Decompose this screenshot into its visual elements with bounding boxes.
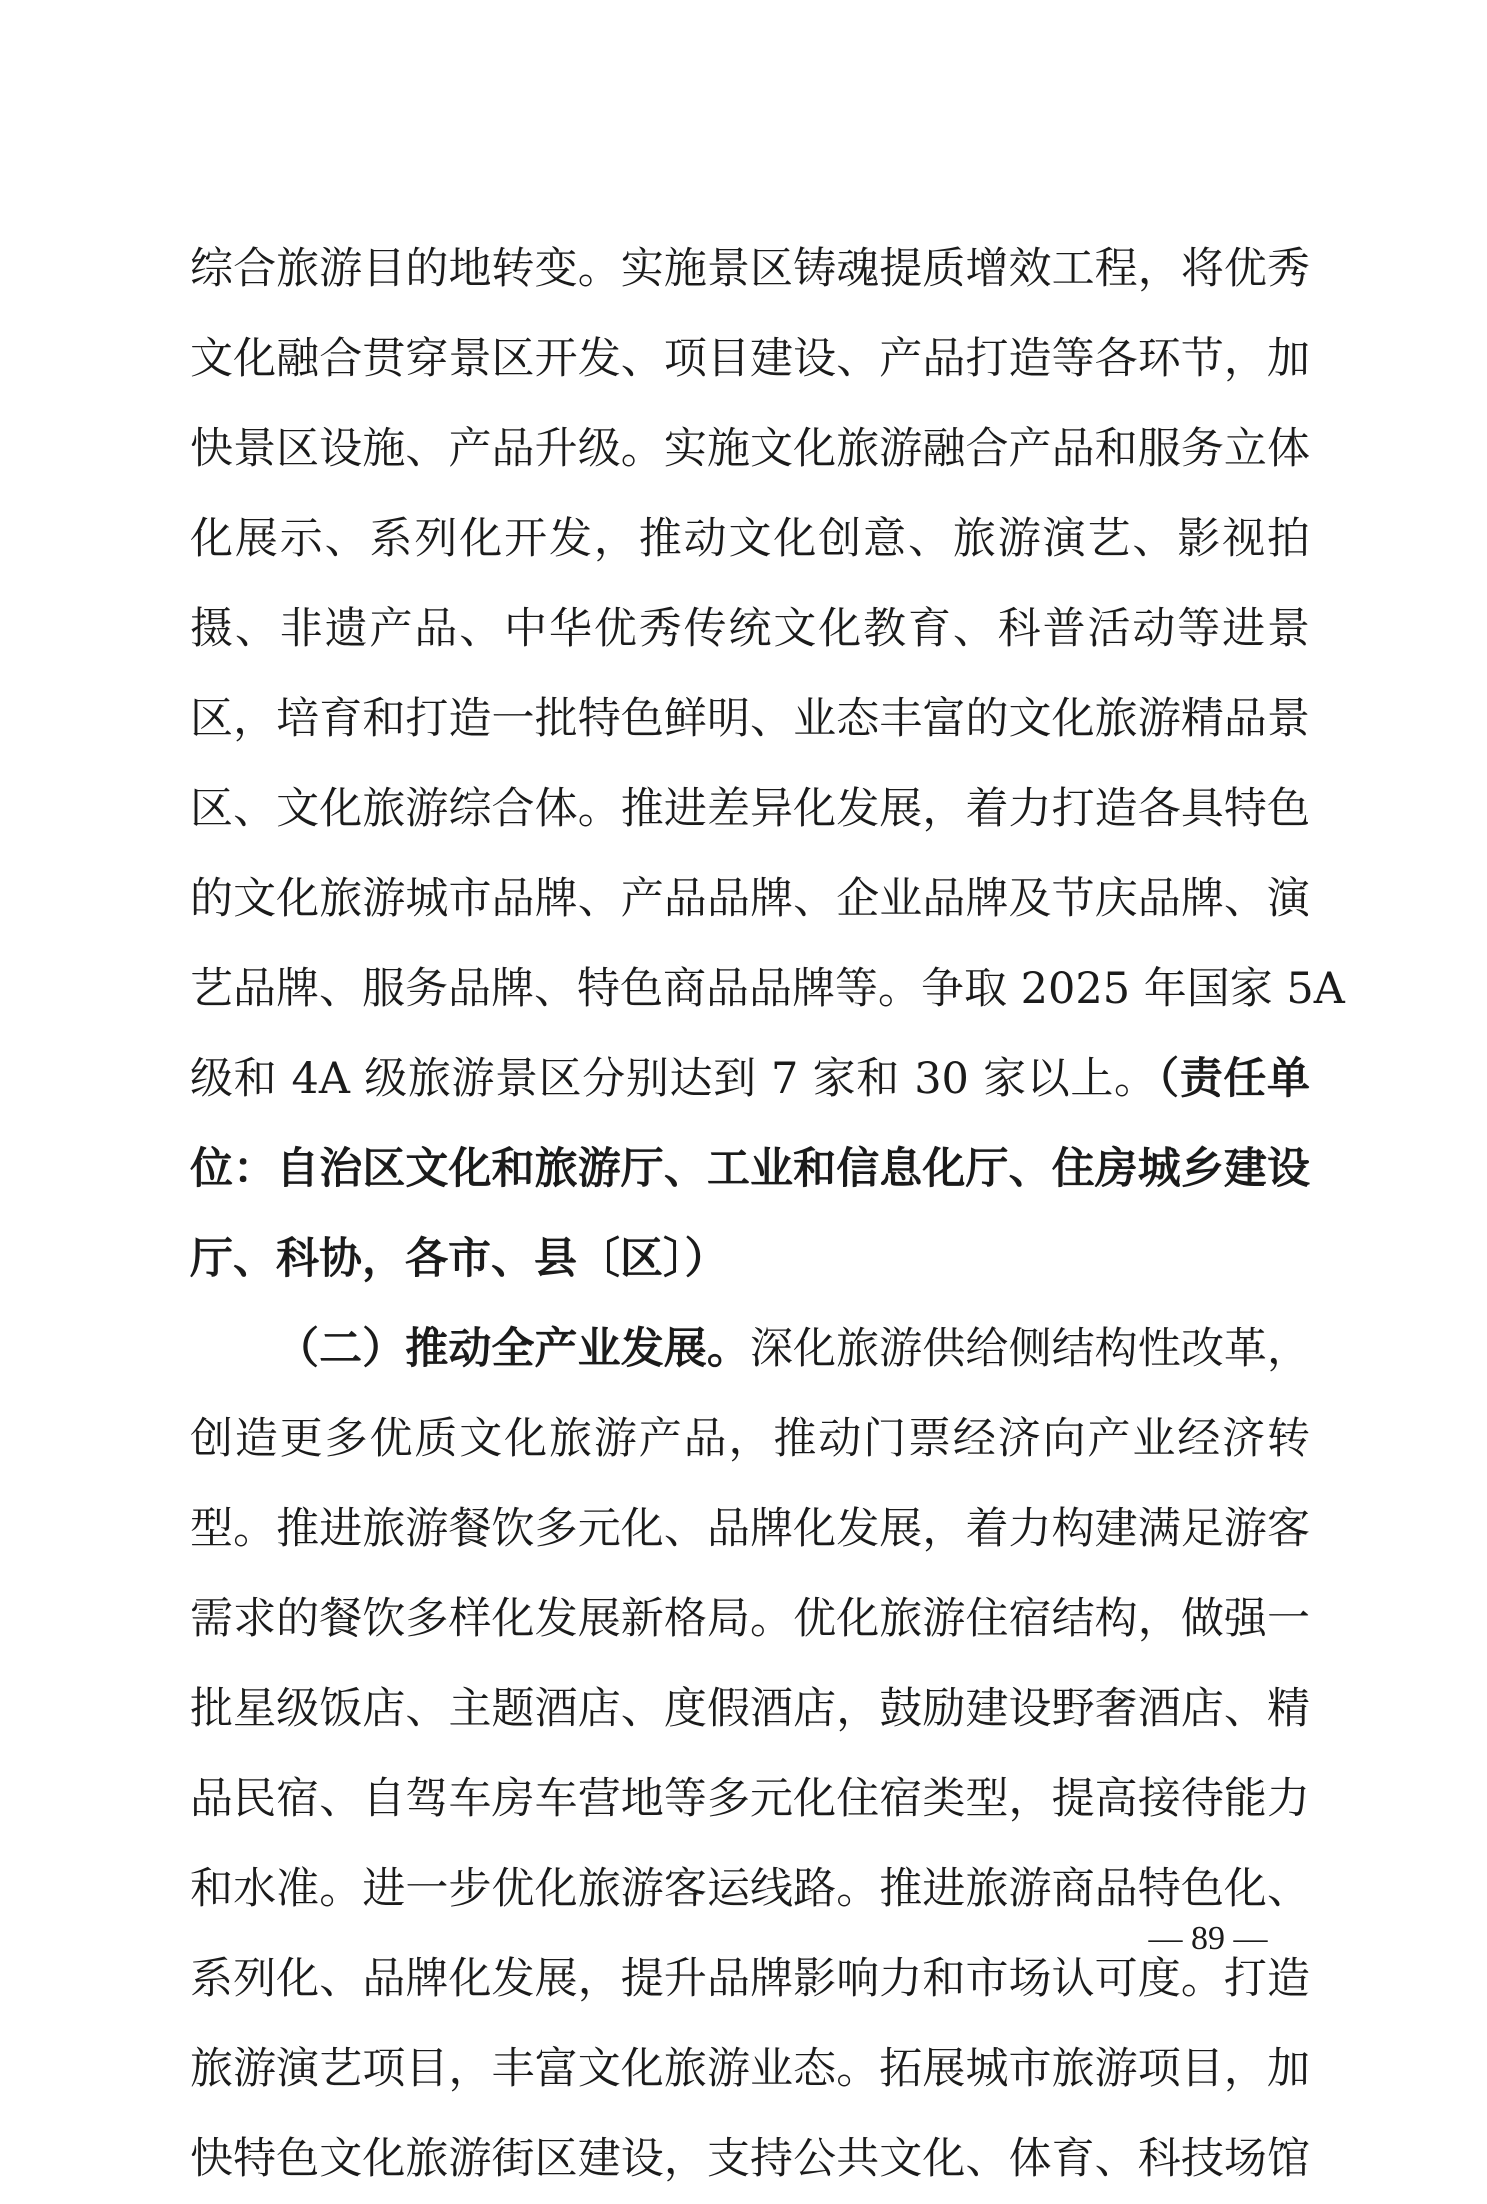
text-line: 的文化旅游城市品牌、产品品牌、企业品牌及节庆品牌、演 (190, 874, 1310, 924)
body-text (190, 224, 1345, 2204)
text-line: 和水准。进一步优化旅游客运线路。推进旅游商品特色化、 (190, 1864, 1310, 1914)
text-line: 区、文化旅游综合体。推进差异化发展，着力打造各具特色 (190, 784, 1310, 834)
text-line: 艺品牌、服务品牌、特色商品品牌等。争取 2025 年国家 5A (190, 964, 1345, 1014)
text-line (190, 1214, 1310, 1304)
text-line: 旅游演艺项目，丰富文化旅游业态。拓展城市旅游项目，加 (190, 2044, 1310, 2094)
text-line: 快景区设施、产品升级。实施文化旅游融合产品和服务立体 (190, 424, 1310, 474)
text-line: 化展示、系列化开发，推动文化创意、旅游演艺、影视拍 (190, 514, 1310, 564)
text-line: 需求的餐饮多样化发展新格局。优化旅游住宿结构，做强一 (190, 1594, 1310, 1644)
page-number: — 89 — (1148, 1920, 1268, 1957)
text-line: 综合旅游目的地转变。实施景区铸魂提质增效工程，将优秀 (190, 244, 1310, 294)
text-line: 快特色文化旅游街区建设，支持公共文化、体育、科技场馆 (190, 2134, 1310, 2184)
bold-text: 厅、科协，各市、县〔区〕） (190, 1234, 728, 1284)
text-line: 级和 4A 级旅游景区分别达到 7 家和 30 家以上。（责任单 (190, 1054, 1311, 1104)
text-line: 型。推进旅游餐饮多元化、品牌化发展，着力构建满足游客 (190, 1504, 1310, 1554)
text-line: 区，培育和打造一批特色鲜明、业态丰富的文化旅游精品景 (190, 694, 1310, 744)
bold-text: （二）推动全产业发展。 (276, 1324, 750, 1374)
text-line: 创造更多优质文化旅游产品，推动门票经济向产业经济转 (190, 1414, 1310, 1464)
text-line: 系列化、品牌化发展，提升品牌影响力和市场认可度。打造 (190, 1954, 1310, 2004)
text-line: 文化融合贯穿景区开发、项目建设、产品打造等各环节，加 (190, 334, 1310, 384)
bold-text: （责任单 (1157, 1054, 1311, 1104)
text-line: 批星级饭店、主题酒店、度假酒店，鼓励建设野奢酒店、精 (190, 1684, 1310, 1734)
text-line: 摄、非遗产品、中华优秀传统文化教育、科普活动等进景 (190, 604, 1310, 654)
bold-text: 位：自治区文化和旅游厅、工业和信息化厅、住房城乡建设 (190, 1144, 1310, 1194)
text-line: （二）推动全产业发展。深化旅游供给侧结构性改革， (276, 1324, 1311, 1374)
text-line: 品民宿、自驾车房车营地等多元化住宿类型，提高接待能力 (190, 1774, 1310, 1824)
text-line (190, 1124, 1310, 1214)
